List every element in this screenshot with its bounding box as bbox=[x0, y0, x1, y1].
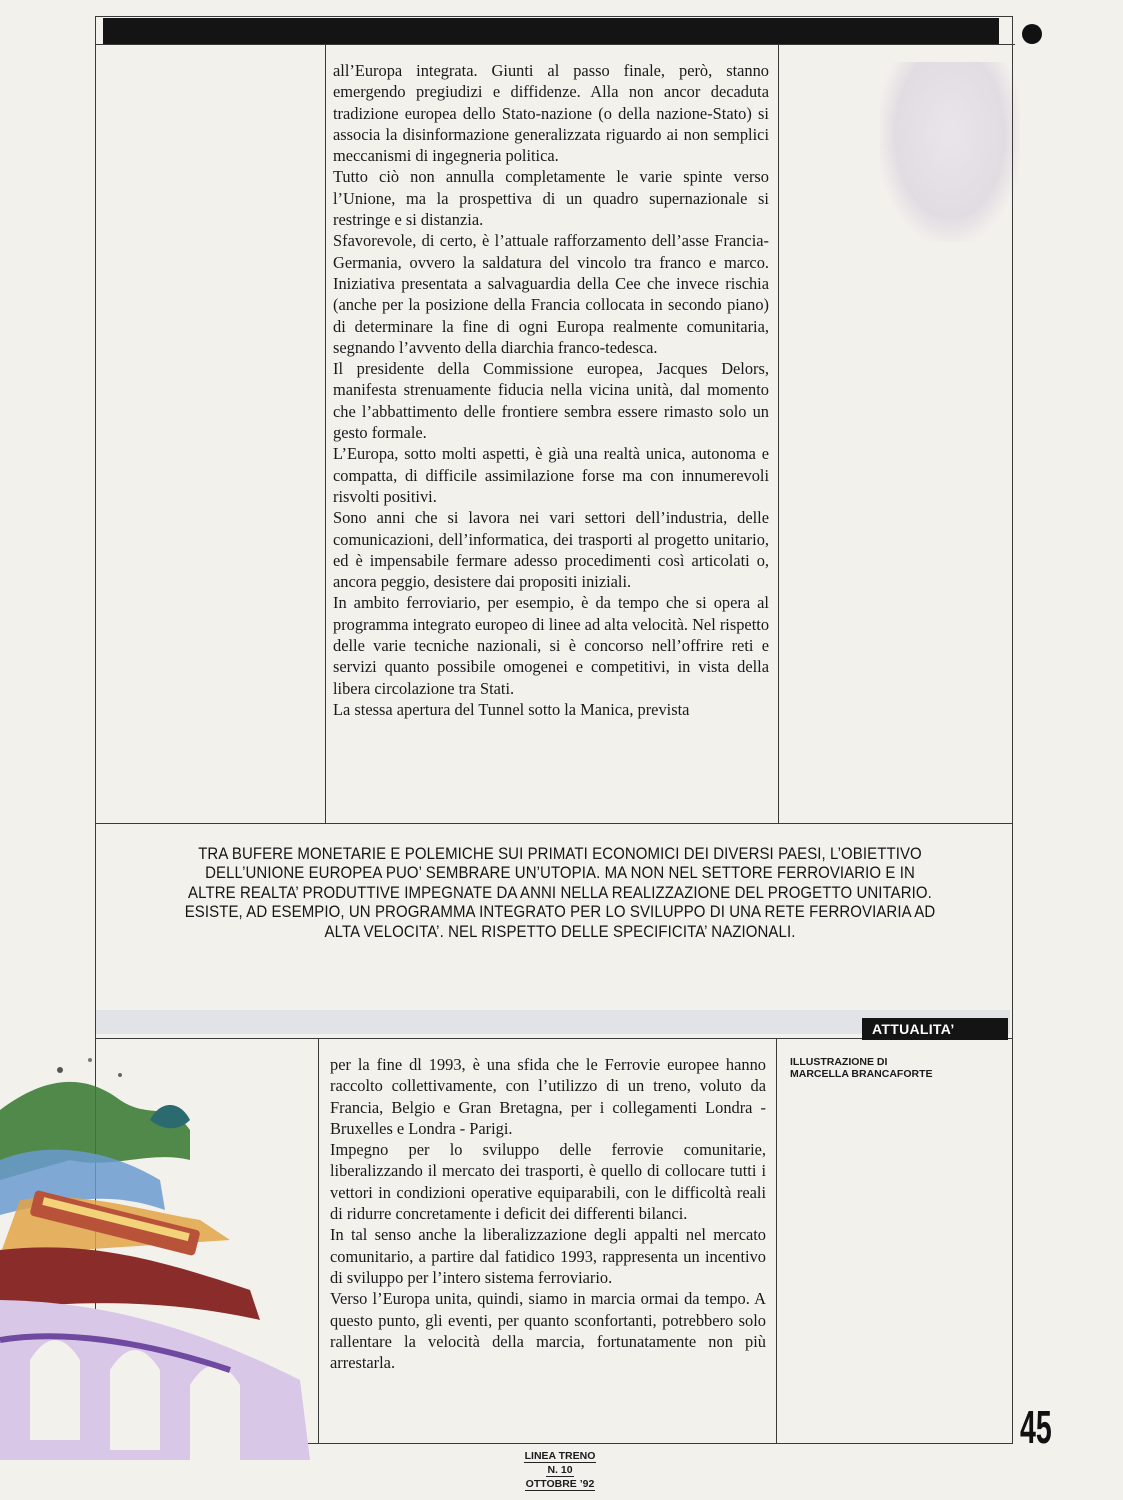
quote-top-line bbox=[95, 823, 1013, 824]
paragraph: In ambito ferroviario, per esempio, è da tempo che si opera al programma integrato europeo di linee ad alta velocità. Nel rispetto delle varie tecniche nazionali, si è concorso nell’offrire reti e servizi quanto possibile omogenei e competitivi, in vista della libera circolazione tra Stati. bbox=[333, 593, 770, 698]
paragraph: per la fine dl 1993, è una sfida che le Ferrovie europee hanno raccolto collettivamente, con l’utilizzo di un treno, voluto da Francia, Belgio e Gran Bretagna, per i collegamenti Londra - Bruxelles e Londra - Parigi. bbox=[330, 1055, 766, 1138]
page-number: 45 bbox=[1020, 1401, 1052, 1453]
paragraph: Il presidente della Commissione europea, Jacques Delors, manifesta strenuamente fiducia nella vicina unità, dal momento che l’abbattimento delle frontiere sembra essere rimasto solo un gesto formale. bbox=[333, 359, 769, 443]
paragraph: Verso l’Europa unita, quindi, siamo in marcia ormai da tempo. A questo punto, gli eventi, per quanto sconfortanti, potrebbero solo rallentare la velocità della marcia, fortunatamente non più arrestarla. bbox=[330, 1289, 766, 1373]
credit-line-2: MARCELLA BRANCAFORTE bbox=[790, 1068, 933, 1080]
footer-issue: N. 10 bbox=[547, 1464, 573, 1476]
illustration-graphic bbox=[0, 1058, 310, 1460]
frame-right-line bbox=[1012, 16, 1013, 1038]
footer-date: OTTOBRE ’92 bbox=[525, 1478, 595, 1490]
paragraph: all’Europa integrata. Giunti al passo finale, però, stanno emergendo pregiudizi e diffidenze. Alla non ancor decaduta tradizione europea dello Stato-nazione (o della nazione-Stato) si associa la disinformazione generalizzata riguardo ai non semplici meccanismi di ingegneria politica. bbox=[333, 61, 769, 166]
paragraph: In tal senso anche la liberalizzazione degli appalti nel mercato comunitario, a partire dal fatidico 1993, rappresenta un incentivo di sviluppo per l’intero sistema ferroviario. bbox=[330, 1225, 766, 1287]
paragraph: L’Europa, sotto molti aspetti, è già una realtà unica, autonoma e compatta, di difficile assimilazione forse ma con innumerevoli risvolti positivi. bbox=[333, 444, 769, 506]
paragraph: Impegno per lo sviluppo delle ferrovie comunitarie, liberalizzando il mercato dei trasporti, è quello di collocare tutti i vettori in condizioni operative equiparabili, con le difficoltà reali di ridurre concretamente i deficit dei differenti bilanci. bbox=[330, 1140, 766, 1224]
frame-left-line bbox=[95, 16, 96, 1038]
train-viaduct-illustration bbox=[0, 1040, 330, 1460]
ghost-hat-image bbox=[880, 62, 1020, 242]
paragraph: La stessa apertura del Tunnel sotto la Manica, prevista bbox=[333, 699, 690, 719]
header-bar bbox=[103, 18, 999, 44]
paragraph: Tutto ciò non annulla completamente le varie spinte verso l’Unione, ma la prospettiva di un quadro supernazionale si restringe e si distanzia. bbox=[333, 167, 769, 230]
article-column-bottom bbox=[330, 1054, 766, 1373]
credit-line-1: ILLUSTRAZIONE DI bbox=[790, 1056, 888, 1068]
bullet-dot bbox=[1022, 24, 1042, 44]
frame-top-edge bbox=[95, 16, 1013, 17]
ghost-bleed-vertical bbox=[840, 240, 1040, 620]
magazine-footer bbox=[480, 1450, 640, 1492]
column-divider-left bbox=[325, 44, 326, 824]
lower-column-divider-right bbox=[776, 1038, 777, 1443]
lower-frame-right-line bbox=[1012, 1038, 1013, 1443]
frame-top-line bbox=[95, 44, 1015, 45]
article-column-top bbox=[333, 60, 769, 720]
column-divider-right bbox=[778, 44, 779, 824]
illustration-credit bbox=[790, 1056, 960, 1080]
paragraph: Sono anni che si lavora nei vari settori dell’industria, delle comunicazioni, dell’informatica, dei trasporti al progetto unitario, ed è impensabile fermare adesso procedimenti così articolati o, ancora peggio, desistere dai propositi iniziali. bbox=[333, 508, 769, 592]
paragraph: Sfavorevole, di certo, è l’attuale rafforzamento dell’asse Francia-Germania, ovvero la saldatura del vincolo tra franco e marco. Iniziativa presentata a salvaguardia della Cee che invece rischia (anche per la posizione della Francia collocata in secondo piano) di determinare la fine di ogni Europa realmente comunitaria, segnando l’avvento della diarchia franco-tedesca. bbox=[333, 231, 769, 357]
pull-quote: TRA BUFERE MONETARIE E POLEMICHE SUI PRIMATI ECONOMICI DEI DIVERSI PAESI, L’OBIETTIVO DELL’UNIONE EUROPEA PUO’ SEMBRARE UN’UTOPIA. MA NON NEL SETTORE FERROVIARIO E IN ALTRE REALTA’ PRODUTTIVE IMPEGNATE DA ANNI NELLA REALIZZAZIONE DEL PROGETTO UNITARIO. ESISTE, AD ESEMPIO, UN PROGRAMMA INTEGRATO PER LO SVILUPPO DI UNA RETE FERROVIARIA AD ALTA VELOCITA’. NEL RISPETTO DELLE SPECIFICITA’ NAZIONALI. bbox=[184, 845, 936, 941]
section-label: ATTUALITA’ bbox=[862, 1018, 1008, 1040]
footer-magazine: LINEA TRENO bbox=[524, 1450, 596, 1462]
